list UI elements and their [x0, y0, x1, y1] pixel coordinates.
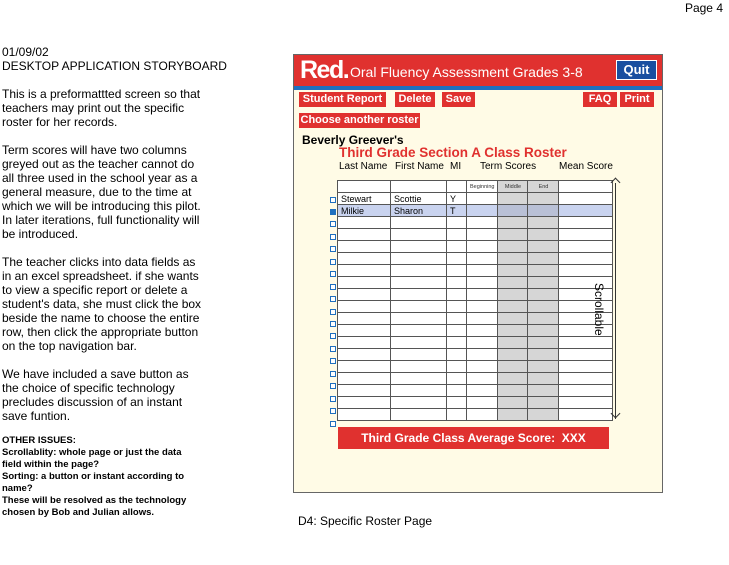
- table-row[interactable]: [338, 313, 613, 325]
- table-row[interactable]: [338, 409, 613, 421]
- last-name-cell[interactable]: [338, 325, 391, 337]
- first-name-cell[interactable]: [391, 313, 447, 325]
- mean-score-cell[interactable]: [559, 217, 613, 229]
- row-select-checkbox[interactable]: [330, 271, 336, 277]
- first-name-cell[interactable]: [391, 217, 447, 229]
- text-line: all three used in the school year as a: [2, 171, 198, 185]
- row-select-checkbox[interactable]: [330, 246, 336, 252]
- term-end-cell[interactable]: [528, 397, 559, 409]
- term-subheader-row: [338, 181, 613, 193]
- term-middle-cell[interactable]: [498, 325, 528, 337]
- class-average-value: XXX: [561, 431, 586, 445]
- term-beginning-cell[interactable]: [467, 301, 498, 313]
- table-row[interactable]: [338, 385, 613, 397]
- term-beginning-cell[interactable]: [467, 385, 498, 397]
- text-line: chosen by Bob and Julian allows.: [2, 507, 155, 518]
- mean-score-cell[interactable]: [559, 253, 613, 265]
- mi-cell[interactable]: [447, 361, 467, 373]
- last-name-cell[interactable]: [338, 409, 391, 421]
- term-end-cell[interactable]: [528, 349, 559, 361]
- term-beginning-cell[interactable]: [467, 217, 498, 229]
- last-name-cell[interactable]: [338, 397, 391, 409]
- text-line: These will be resolved as the technology: [2, 495, 187, 506]
- text-line: This is a preformattted screen so that: [2, 87, 201, 101]
- term-end-cell[interactable]: [528, 313, 559, 325]
- text-line: greyed out as the teacher cannot do: [2, 157, 195, 171]
- term-beginning-cell[interactable]: [467, 313, 498, 325]
- mi-cell[interactable]: [447, 241, 467, 253]
- mi-cell[interactable]: [447, 373, 467, 385]
- mean-score-cell[interactable]: [559, 409, 613, 421]
- term-end-cell[interactable]: [528, 301, 559, 313]
- scroll-track[interactable]: [615, 183, 616, 419]
- column-header-mi: MI: [450, 161, 462, 172]
- term-middle-cell[interactable]: [498, 253, 528, 265]
- first-name-cell[interactable]: [391, 325, 447, 337]
- mean-score-cell[interactable]: [559, 373, 613, 385]
- notes-paragraph: [2, 255, 234, 353]
- first-name-cell[interactable]: [391, 337, 447, 349]
- roster-grid: [337, 180, 613, 421]
- table-row[interactable]: [338, 277, 613, 289]
- last-name-cell[interactable]: [338, 289, 391, 301]
- row-select-checkbox[interactable]: [330, 234, 336, 240]
- column-header-mean-score: Mean Score: [559, 161, 613, 172]
- table-row[interactable]: [338, 373, 613, 385]
- notes-paragraph: [2, 143, 234, 241]
- term-end-cell[interactable]: [528, 265, 559, 277]
- term-end-cell[interactable]: [528, 217, 559, 229]
- term-beginning-cell[interactable]: [467, 325, 498, 337]
- roster-grid-body: [338, 181, 613, 421]
- last-name-cell[interactable]: [338, 253, 391, 265]
- mean-score-cell[interactable]: [559, 265, 613, 277]
- term-middle-cell[interactable]: [498, 373, 528, 385]
- table-row[interactable]: [338, 205, 613, 217]
- text-line: The teacher clicks into data fields as: [2, 255, 196, 269]
- term-middle-cell[interactable]: [498, 349, 528, 361]
- other-issues: [2, 435, 234, 519]
- choose-roster-button[interactable]: Choose another roster: [300, 114, 419, 126]
- table-row[interactable]: [338, 229, 613, 241]
- text-line: In later iterations, full functionality will: [2, 213, 200, 227]
- mi-cell[interactable]: [447, 265, 467, 277]
- term-middle-cell[interactable]: [498, 301, 528, 313]
- mi-cell[interactable]: [447, 337, 467, 349]
- term-end-cell[interactable]: [528, 277, 559, 289]
- text-line: Term scores will have two columns: [2, 143, 187, 157]
- table-row[interactable]: [338, 397, 613, 409]
- table-row[interactable]: [338, 361, 613, 373]
- term-end-cell[interactable]: [528, 337, 559, 349]
- mi-cell[interactable]: [447, 277, 467, 289]
- text-line: in an excel spreadsheet. if she wants: [2, 269, 199, 283]
- last-name-cell[interactable]: [338, 349, 391, 361]
- mi-cell[interactable]: [447, 253, 467, 265]
- first-name-cell[interactable]: [391, 397, 447, 409]
- row-select-checkbox[interactable]: [330, 346, 336, 352]
- term-middle-cell[interactable]: [498, 241, 528, 253]
- mean-score-cell[interactable]: [559, 385, 613, 397]
- text-line: Sorting: a button or instant according to: [2, 471, 185, 482]
- text-line: Scrollablity: whole page or just the data: [2, 447, 182, 458]
- first-name-cell[interactable]: [391, 265, 447, 277]
- last-name-cell[interactable]: [338, 301, 391, 313]
- mi-cell[interactable]: [447, 229, 467, 241]
- table-row[interactable]: [338, 349, 613, 361]
- term-middle-cell[interactable]: [498, 409, 528, 421]
- term-end-cell[interactable]: [528, 385, 559, 397]
- term-middle-cell[interactable]: [498, 289, 528, 301]
- term-beginning-cell[interactable]: [467, 241, 498, 253]
- table-row[interactable]: [338, 301, 613, 313]
- faq-button[interactable]: FAQ: [583, 92, 617, 107]
- term-middle-cell[interactable]: [498, 385, 528, 397]
- table-row[interactable]: [338, 337, 613, 349]
- text-line: field within the page?: [2, 459, 100, 470]
- first-name-cell[interactable]: [391, 373, 447, 385]
- text-line: on the top navigation bar.: [2, 339, 137, 353]
- term-end-cell[interactable]: [528, 289, 559, 301]
- mean-score-cell[interactable]: [559, 397, 613, 409]
- term-beginning-cell[interactable]: [467, 229, 498, 241]
- text-line: to view a specific report or delete a: [2, 283, 188, 297]
- term-end-cell[interactable]: [528, 205, 559, 217]
- first-name-cell[interactable]: [391, 361, 447, 373]
- last-name-cell[interactable]: [338, 313, 391, 325]
- term-middle-cell[interactable]: [498, 205, 528, 217]
- notes-paragraph: [2, 367, 234, 423]
- term-middle-cell[interactable]: [498, 217, 528, 229]
- row-select-checkbox[interactable]: [330, 358, 336, 364]
- last-name-cell[interactable]: [338, 361, 391, 373]
- term-beginning-cell[interactable]: [467, 253, 498, 265]
- text-line: be introduced.: [2, 227, 79, 241]
- term-end-header: End: [528, 181, 559, 193]
- text-line: name?: [2, 483, 33, 494]
- term-middle-cell[interactable]: [498, 265, 528, 277]
- scrollable-label: Scrollable: [592, 283, 606, 336]
- text-line: general measure, due to the time at: [2, 185, 192, 199]
- roster-title: Third Grade Section A Class Roster: [339, 145, 567, 160]
- storyboard-notes: [2, 45, 234, 519]
- table-row[interactable]: [338, 193, 613, 205]
- mi-cell[interactable]: [447, 409, 467, 421]
- class-average-label: Third Grade Class Average Score:: [361, 431, 556, 445]
- first-name-cell[interactable]: [391, 277, 447, 289]
- text-line: precludes discussion of an instant: [2, 395, 183, 409]
- save-button[interactable]: Save: [442, 92, 475, 107]
- term-end-cell[interactable]: [528, 325, 559, 337]
- mean-score-cell[interactable]: [559, 241, 613, 253]
- student-report-button[interactable]: Student Report: [299, 92, 386, 107]
- teacher-name: Beverly Greever's: [302, 133, 404, 147]
- table-row[interactable]: [338, 325, 613, 337]
- term-beginning-header: Beginning: [467, 181, 498, 193]
- row-select-checkbox[interactable]: [330, 209, 336, 215]
- mean-score-cell[interactable]: [559, 193, 613, 205]
- last-name-cell[interactable]: [338, 229, 391, 241]
- table-row[interactable]: [338, 241, 613, 253]
- last-name-cell[interactable]: [338, 217, 391, 229]
- mean-score-cell[interactable]: [559, 205, 613, 217]
- first-name-cell[interactable]: [391, 253, 447, 265]
- mi-cell[interactable]: [447, 301, 467, 313]
- last-name-cell[interactable]: [338, 265, 391, 277]
- term-beginning-cell[interactable]: [467, 397, 498, 409]
- mi-cell[interactable]: [447, 325, 467, 337]
- quit-button[interactable]: Quit: [616, 60, 657, 80]
- term-beginning-cell[interactable]: [467, 193, 498, 205]
- first-name-cell[interactable]: [391, 301, 447, 313]
- term-end-cell[interactable]: [528, 193, 559, 205]
- row-select-checkbox[interactable]: [330, 259, 336, 265]
- first-name-cell[interactable]: [391, 409, 447, 421]
- first-name-cell[interactable]: [391, 289, 447, 301]
- text-line: which we will be introducing this pilot.: [2, 199, 201, 213]
- term-beginning-cell[interactable]: [467, 205, 498, 217]
- text-line: We have included a save button as: [2, 367, 189, 381]
- delete-button[interactable]: Delete: [395, 92, 435, 107]
- title-bar: [294, 55, 662, 86]
- last-name-cell[interactable]: [338, 337, 391, 349]
- column-header-last-name: Last Name: [339, 161, 388, 172]
- first-name-cell[interactable]: [391, 241, 447, 253]
- term-beginning-cell[interactable]: [467, 349, 498, 361]
- table-row[interactable]: [338, 265, 613, 277]
- term-middle-header: Middle: [498, 181, 528, 193]
- grid-header-cell: [559, 181, 613, 193]
- first-name-cell[interactable]: Scottie: [391, 193, 447, 205]
- term-middle-cell[interactable]: [498, 193, 528, 205]
- term-end-cell[interactable]: [528, 241, 559, 253]
- mean-score-cell[interactable]: [559, 229, 613, 241]
- term-beginning-cell[interactable]: [467, 409, 498, 421]
- text-line: save funtion.: [2, 409, 71, 423]
- row-select-checkbox[interactable]: [330, 408, 336, 414]
- screen-caption: D4: Specific Roster Page: [298, 514, 433, 528]
- last-name-cell[interactable]: [338, 373, 391, 385]
- first-name-cell[interactable]: [391, 349, 447, 361]
- text-line: row, then click the appropriate button: [2, 325, 199, 339]
- last-name-cell[interactable]: [338, 385, 391, 397]
- mean-score-cell[interactable]: [559, 349, 613, 361]
- term-middle-cell[interactable]: [498, 337, 528, 349]
- mi-cell[interactable]: [447, 349, 467, 361]
- print-button[interactable]: Print: [620, 92, 654, 107]
- text-line: OTHER ISSUES:: [2, 435, 76, 446]
- mi-cell[interactable]: [447, 313, 467, 325]
- text-line: the choice of specific technology: [2, 381, 175, 395]
- mi-cell[interactable]: [447, 385, 467, 397]
- row-select-checkbox[interactable]: [330, 333, 336, 339]
- term-beginning-cell[interactable]: [467, 337, 498, 349]
- row-select-checkbox[interactable]: [330, 383, 336, 389]
- last-name-cell[interactable]: [338, 241, 391, 253]
- first-name-cell[interactable]: [391, 385, 447, 397]
- page-number: Page 4: [684, 1, 723, 15]
- class-average-bar: [338, 427, 609, 449]
- row-select-checkbox[interactable]: [330, 296, 336, 302]
- text-line: teachers may print out the specific: [2, 101, 185, 115]
- first-name-cell[interactable]: Sharon: [391, 205, 447, 217]
- term-end-cell[interactable]: [528, 373, 559, 385]
- row-select-checkbox[interactable]: [330, 221, 336, 227]
- mi-cell[interactable]: [447, 289, 467, 301]
- row-select-checkbox[interactable]: [330, 396, 336, 402]
- first-name-cell[interactable]: [391, 229, 447, 241]
- term-end-cell[interactable]: [528, 361, 559, 373]
- last-name-cell[interactable]: Stewart: [338, 193, 391, 205]
- mi-cell[interactable]: [447, 397, 467, 409]
- term-beginning-cell[interactable]: [467, 373, 498, 385]
- term-middle-cell[interactable]: [498, 361, 528, 373]
- term-middle-cell[interactable]: [498, 229, 528, 241]
- mi-cell[interactable]: T: [447, 205, 467, 217]
- term-beginning-cell[interactable]: [467, 265, 498, 277]
- mean-score-cell[interactable]: [559, 361, 613, 373]
- row-select-checkbox[interactable]: [330, 197, 336, 203]
- column-header-term-scores: Term Scores: [480, 161, 537, 172]
- term-beginning-cell[interactable]: [467, 277, 498, 289]
- row-select-checkbox[interactable]: [330, 421, 336, 427]
- last-name-cell[interactable]: Milkie: [338, 205, 391, 217]
- grid-header-cell: [338, 181, 391, 193]
- term-middle-cell[interactable]: [498, 397, 528, 409]
- row-select-checkbox[interactable]: [330, 371, 336, 377]
- row-select-checkbox[interactable]: [330, 284, 336, 290]
- row-select-checkbox[interactable]: [330, 321, 336, 327]
- term-middle-cell[interactable]: [498, 313, 528, 325]
- grid-header-cell: [447, 181, 467, 193]
- mean-score-cell[interactable]: [559, 337, 613, 349]
- term-end-cell[interactable]: [528, 253, 559, 265]
- table-row[interactable]: [338, 289, 613, 301]
- column-header-first-name: First Name: [395, 161, 444, 172]
- text-line: student's data, she must click the box: [2, 297, 202, 311]
- table-row[interactable]: [338, 253, 613, 265]
- title-divider: [294, 86, 662, 90]
- term-beginning-cell[interactable]: [467, 289, 498, 301]
- grid-header-cell: [391, 181, 447, 193]
- mi-cell[interactable]: [447, 217, 467, 229]
- table-row[interactable]: [338, 217, 613, 229]
- row-select-checkbox[interactable]: [330, 309, 336, 315]
- notes-paragraph: [2, 87, 234, 129]
- text-line: beside the name to choose the entire: [2, 311, 200, 325]
- term-end-cell[interactable]: [528, 229, 559, 241]
- red-logo: Red.: [300, 56, 349, 84]
- last-name-cell[interactable]: [338, 277, 391, 289]
- app-title: Oral Fluency Assessment Grades 3-8: [350, 64, 583, 80]
- term-end-cell[interactable]: [528, 409, 559, 421]
- notes-date: 01/09/02: [2, 45, 49, 59]
- text-line: roster for her records.: [2, 115, 118, 129]
- term-middle-cell[interactable]: [498, 277, 528, 289]
- app-window: [293, 54, 663, 493]
- term-beginning-cell[interactable]: [467, 361, 498, 373]
- notes-doc-title: DESKTOP APPLICATION STORYBOARD: [2, 59, 227, 73]
- mi-cell[interactable]: Y: [447, 193, 467, 205]
